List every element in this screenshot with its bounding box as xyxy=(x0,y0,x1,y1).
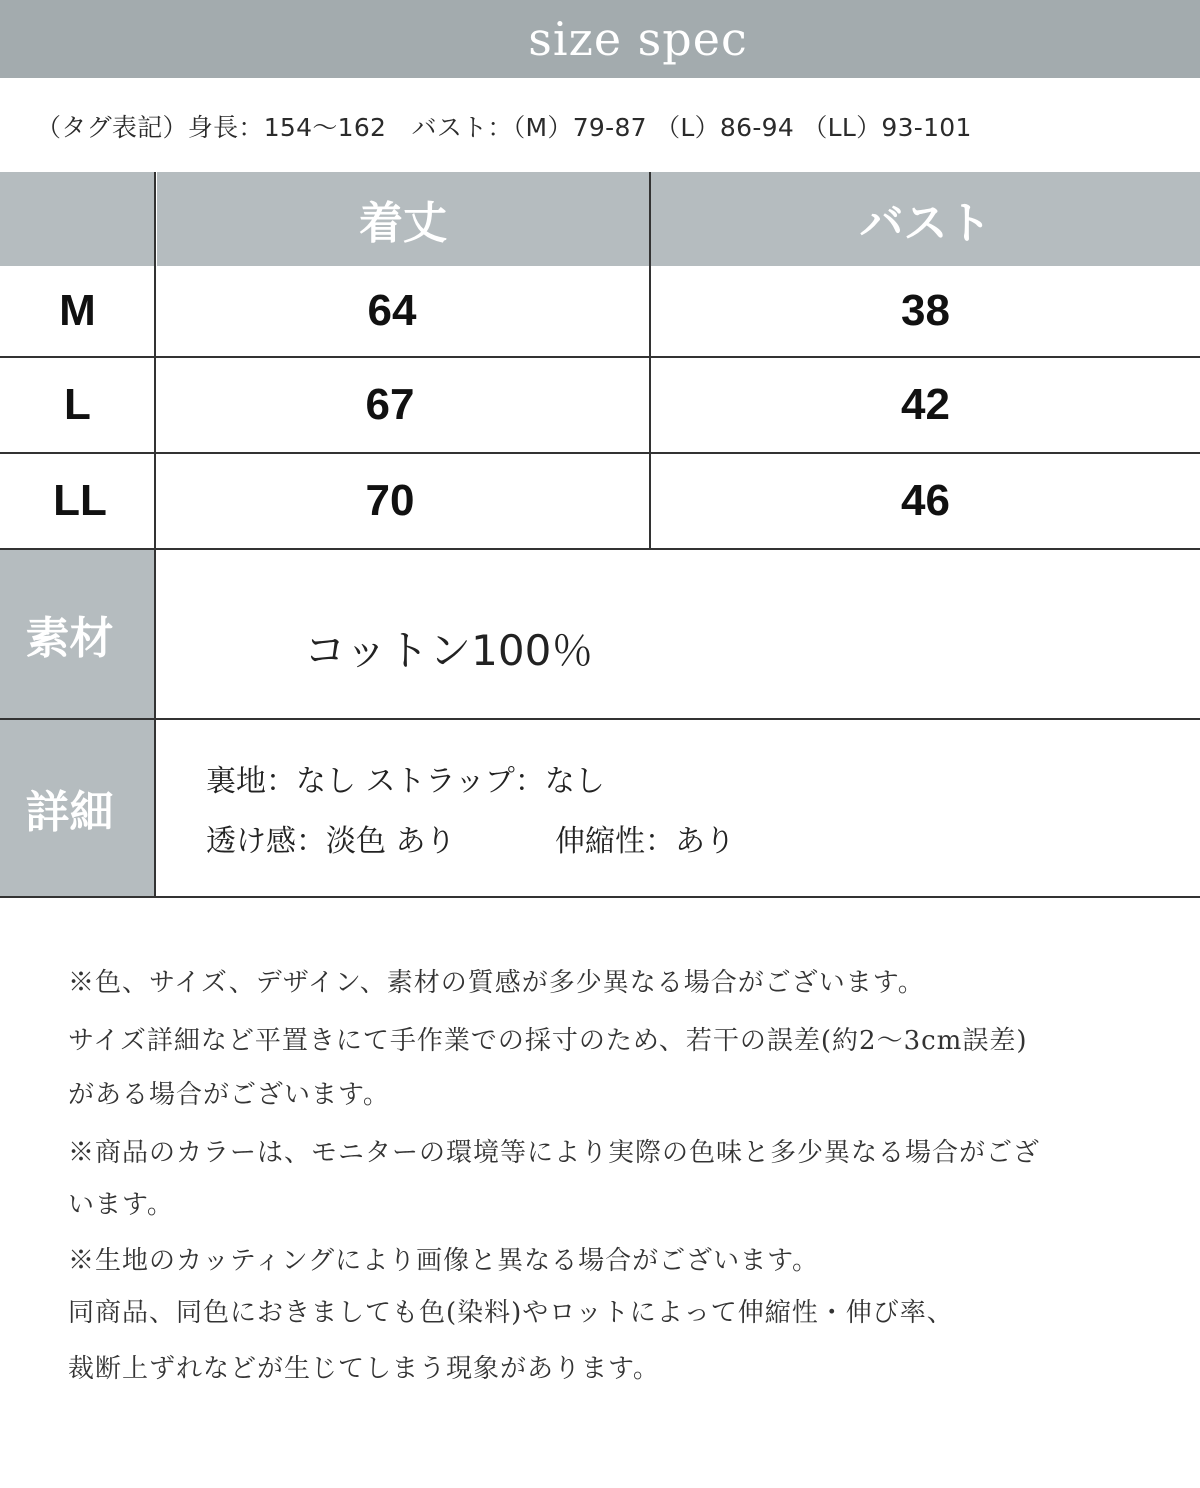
page-title: size spec xyxy=(0,0,1200,78)
size-label-ll: LL xyxy=(53,476,107,525)
material-label: 素材 xyxy=(0,550,155,718)
table-divider xyxy=(0,356,1200,358)
length-value-l: 67 xyxy=(365,380,415,429)
table-divider xyxy=(0,452,1200,454)
material-value: コットン100％ xyxy=(304,626,594,675)
table-divider xyxy=(154,172,156,896)
table-header-corner xyxy=(0,172,155,266)
size-label-l: L xyxy=(64,380,91,429)
table-divider xyxy=(0,896,1200,898)
note-line: 裁断上ずれなどが生じてしまう現象があります。 xyxy=(68,1354,660,1384)
size-label-m: M xyxy=(59,286,96,335)
table-divider xyxy=(0,548,1200,550)
detail-stretch: 伸縮性：あり xyxy=(555,824,735,859)
tag-size-note: （タグ表記）身長：154〜162 バスト：（M）79-87 （L）86-94 （LL）93-101 xyxy=(36,113,972,142)
note-line: ※商品のカラーは、モニターの環境等により実際の色味と多少異なる場合がござ xyxy=(68,1138,1041,1168)
note-line: 同商品、同色におきましても色(染料)やロットによって伸縮性・伸び率、 xyxy=(68,1298,954,1328)
bust-value-m: 38 xyxy=(901,286,950,335)
details-label: 詳細 xyxy=(0,720,155,896)
table-divider xyxy=(0,718,1200,720)
note-line: ※生地のカッティングにより画像と異なる場合がございます。 xyxy=(68,1246,820,1276)
length-value-ll: 70 xyxy=(365,476,415,525)
bust-value-l: 42 xyxy=(901,380,950,429)
bust-value-ll: 46 xyxy=(901,476,950,525)
note-line: がある場合がございます。 xyxy=(68,1080,390,1110)
detail-lining-strap: 裏地：なし ストラップ：なし xyxy=(206,764,605,799)
detail-sheerness: 透け感：淡色 あり xyxy=(206,824,456,859)
column-header-bust: バスト xyxy=(651,172,1200,266)
note-line: ※色、サイズ、デザイン、素材の質感が多少異なる場合がございます。 xyxy=(68,968,925,998)
note-line: います。 xyxy=(68,1190,174,1220)
note-line: サイズ詳細など平置きにて手作業での採寸のため、若干の誤差(約2〜3cm誤差) xyxy=(68,1026,1028,1056)
length-value-m: 64 xyxy=(367,286,417,335)
column-header-length: 着丈 xyxy=(157,172,649,266)
table-divider xyxy=(649,172,651,550)
